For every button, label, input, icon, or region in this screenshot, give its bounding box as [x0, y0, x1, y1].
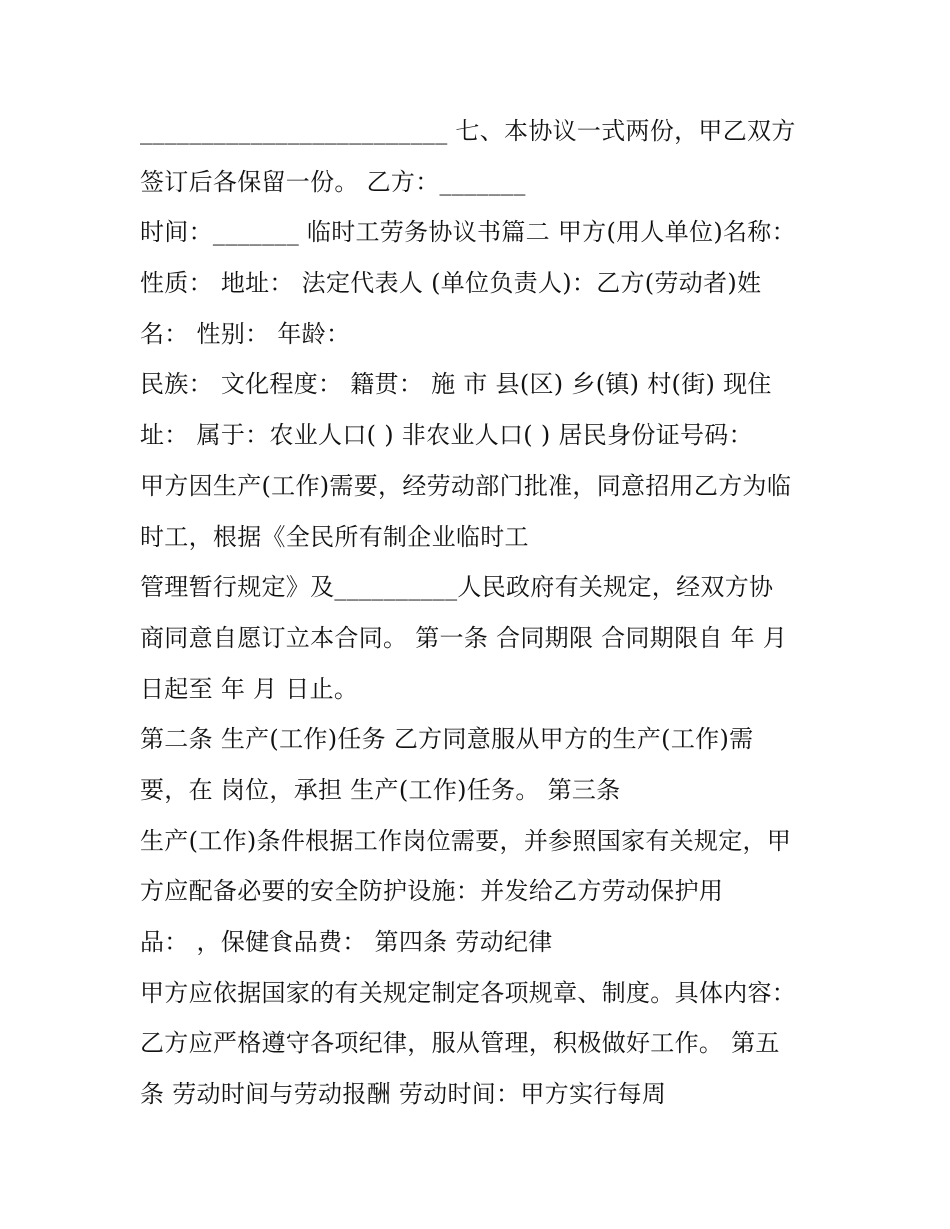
text-line: 甲方因生产(工作)需要，经劳动部门批准，同意招用乙方为临	[140, 471, 792, 500]
text-line: 管理暂行规定》及__________人民政府有关规定，经双方协	[140, 573, 774, 602]
text-line: 要，在 岗位，承担 生产(工作)任务。 第三条	[140, 775, 621, 804]
text-line: 商同意自愿订立本合同。 第一条 合同期限 合同期限自 年 月	[140, 623, 788, 652]
text-line: 生产(工作)条件根据工作岗位需要，并参照国家有关规定，甲	[140, 826, 792, 855]
text-line: 第二条 生产(工作)任务 乙方同意服从甲方的生产(工作)需	[140, 725, 754, 754]
text-line: 时间：_______ 临时工劳务协议书篇二 甲方(用人单位)名称：	[140, 218, 796, 247]
text-line: 条 劳动时间与劳动报酬 劳动时间：甲方实行每周	[140, 1080, 667, 1109]
text-line: 日起至 年 月 日止。	[140, 674, 359, 703]
text-line: 址： 属于：农业人口( ) 非农业人口( ) 居民身份证号码：	[140, 421, 753, 450]
text-line: 名： 性别： 年龄：	[140, 319, 351, 348]
text-line: 时工，根据《全民所有制企业临时工	[140, 522, 529, 551]
document-body	[140, 106, 820, 1120]
text-line: 民族： 文化程度： 籍贯： 施 市 县(区) 乡(镇) 村(街) 现住	[140, 370, 772, 399]
text-line: 乙方应严格遵守各项纪律，服从管理，积极做好工作。 第五	[140, 1029, 780, 1058]
text-line: 品： ，保健食品费： 第四条 劳动纪律	[140, 928, 553, 956]
text-line: _________________________ 七、本协议一式两份，甲乙双方	[140, 117, 796, 145]
text-line: 签订后各保留一份。 乙方：_______	[140, 167, 526, 196]
text-line: 方应配备必要的安全防护设施：并发给乙方劳动保护用	[140, 877, 724, 906]
text-line: 性质： 地址： 法定代表人 (单位负责人)：乙方(劳动者)姓	[140, 269, 762, 298]
text-line: 甲方应依据国家的有关规定制定各项规章、制度。具体内容：	[140, 978, 797, 1007]
